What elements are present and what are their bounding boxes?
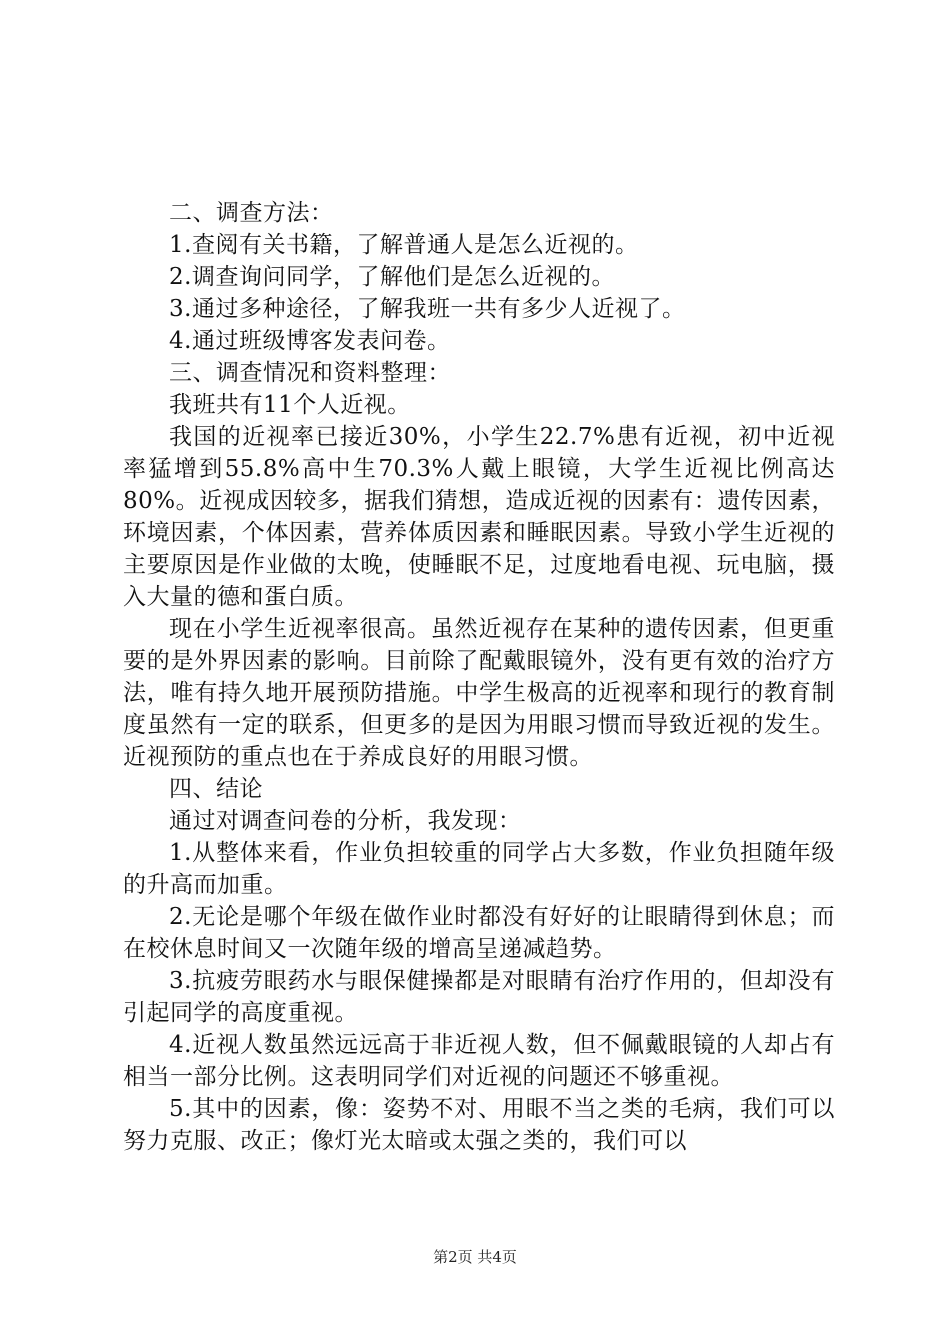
paragraph-finding-5: 5.其中的因素，像：姿势不对、用眼不当之类的毛病，我们可以努力克服、改正；像灯光太暗或太强之类的，我们可以 — [123, 1096, 835, 1154]
paragraph-method-2: 2.调查询问同学，了解他们是怎么近视的。 — [169, 264, 615, 290]
paragraph-national-rate: 我国的近视率已接近30%，小学生22.7%患有近视，初中近视率猛增到55.8%高中生70.3%人戴上眼镜，大学生近视比例高达80%。近视成因较多，据我们猜想，造成近视的因素有：遗传因素，环境因素，个体因素，营养体质因素和睡眠因素。导致小学生近视的主要原因是作业做的太晚，使睡眠不足，过度地看电视、玩电脑，摄入大量的德和蛋白质。 — [123, 424, 835, 610]
heading-conclusion: 四、结论 — [169, 776, 263, 802]
paragraph-finding-4: 4.近视人数虽然远远高于非近视人数，但不佩戴眼镜的人却占有相当一部分比例。这表明同学们对近视的问题还不够重视。 — [123, 1032, 835, 1090]
document-body — [123, 197, 835, 1157]
paragraph-finding-2: 2.无论是哪个年级在做作业时都没有好好的让眼睛得到休息；而在校休息时间又一次随年级的增高呈递减趋势。 — [123, 904, 835, 962]
paragraph-finding-3: 3.抗疲劳眼药水与眼保健操都是对眼睛有治疗作用的，但却没有引起同学的高度重视。 — [123, 968, 835, 1026]
heading-survey-method: 二、调查方法： — [169, 200, 334, 226]
paragraph-method-1: 1.查阅有关书籍，了解普通人是怎么近视的。 — [169, 232, 639, 258]
paragraph-class-count: 我班共有11个人近视。 — [169, 392, 411, 418]
paragraph-causes: 现在小学生近视率很高。虽然近视存在某种的遗传因素，但更重要的是外界因素的影响。目前除了配戴眼镜外，没有更有效的治疗方法，唯有持久地开展预防措施。中学生极高的近视率和现行的教育制度虽然有一定的联系，但更多的是因为用眼习惯而导致近视的发生。近视预防的重点也在于养成良好的用眼习惯。 — [123, 616, 835, 770]
paragraph-method-3: 3.通过多种途径，了解我班一共有多少人近视了。 — [169, 296, 686, 322]
page-number: 第2页 共4页 — [433, 1248, 517, 1266]
paragraph-method-4: 4.通过班级博客发表问卷。 — [169, 328, 451, 354]
paragraph-findings-intro: 通过对调查问卷的分析，我发现： — [169, 808, 522, 834]
heading-survey-results: 三、调查情况和资料整理： — [169, 360, 451, 386]
paragraph-finding-1: 1.从整体来看，作业负担较重的同学占大多数，作业负担随年级的升高而加重。 — [123, 840, 835, 898]
